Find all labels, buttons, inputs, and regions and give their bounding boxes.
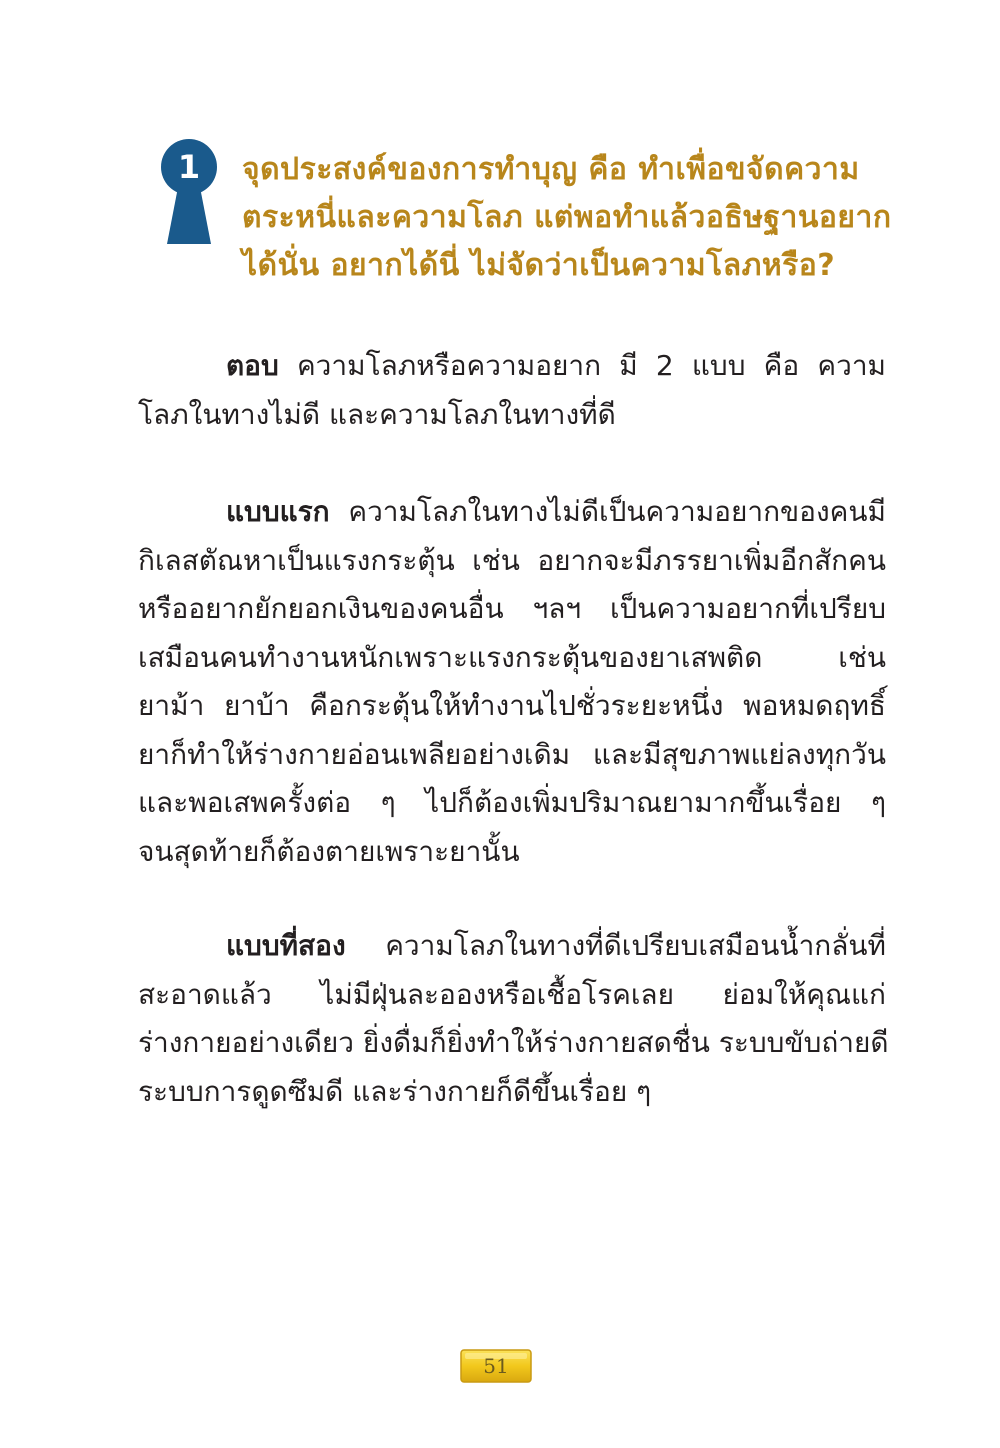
page-number: 51 xyxy=(483,1354,509,1378)
question-line: จุดประสงค์ของการทำบุญ คือ ทำเพื่อขจัดความ xyxy=(242,152,860,187)
first-type-line: จนสุดท้ายก็ต้องตายเพราะยานั้น xyxy=(138,834,520,868)
first-type-paragraph xyxy=(138,488,886,876)
keyhole-number-icon xyxy=(160,138,218,246)
first-type-line: หรืออยากยักยอกเงินของคนอื่น ฯลฯ เป็นความอยากที่เปรียบ xyxy=(138,592,886,625)
answer-line xyxy=(138,342,886,391)
answer-paragraph xyxy=(138,342,886,439)
second-type-line-1-text: ความโลภในทางที่ดีเปรียบเสมือนน้ำกลั่นที่ xyxy=(345,929,886,962)
question-line: ตระหนี่และความโลภ แต่พอทำแล้วอธิษฐานอยาก xyxy=(242,200,892,235)
first-type-line: ยาม้า ยาบ้า คือกระตุ้นให้ทำงานไปชั่วระยะหนึ่ง พอหมดฤทธิ์ xyxy=(138,689,886,722)
first-type-line: กิเลสตัณหาเป็นแรงกระตุ้น เช่น อยากจะมีภรรยาเพิ่มอีกสักคน xyxy=(138,543,886,577)
first-type-lead: แบบแรก xyxy=(226,495,330,528)
second-type-line xyxy=(138,922,886,971)
question-line: ได้นั่น อยากได้นี่ ไม่จัดว่าเป็นความโลภหรือ? xyxy=(242,248,836,283)
question-number: 1 xyxy=(177,148,201,186)
page-number-badge xyxy=(459,1348,533,1384)
question-heading xyxy=(242,146,892,290)
second-type-lead: แบบที่สอง xyxy=(226,929,346,962)
first-type-line-1-text: ความโลภในทางไม่ดีเป็นความอยากของคนมี xyxy=(329,495,886,528)
second-type-line: ระบบการดูดซึมดี และร่างกายก็ดีขึ้นเรื่อย ๆ xyxy=(138,1074,652,1108)
first-type-line: เสมือนคนทำงานหนักเพราะแรงกระตุ้นของยาเสพติด เช่น xyxy=(138,640,886,674)
second-type-paragraph xyxy=(138,922,889,1116)
first-type-line: ยาก็ทำให้ร่างกายอ่อนเพลียอย่างเดิม และมีสุขภาพแย่ลงทุกวัน xyxy=(138,737,886,771)
second-type-line: ร่างกายอย่างเดียว ยิ่งดื่มก็ยิ่งทำให้ร่างกายสดชื่น ระบบขับถ่ายดี xyxy=(138,1026,889,1059)
second-type-line: สะอาดแล้ว ไม่มีฝุ่นละอองหรือเชื้อโรคเลย ย่อมให้คุณแก่ xyxy=(138,977,886,1011)
first-type-line: และพอเสพครั้งต่อ ๆ ไปก็ต้องเพิ่มปริมาณยามากขึ้นเรื่อย ๆ xyxy=(138,786,886,819)
first-type-line xyxy=(138,488,886,537)
answer-line-1-text: ความโลภหรือความอยาก มี 2 แบบ คือ ความ xyxy=(278,349,886,382)
answer-line: โลภในทางไม่ดี และความโลภในทางที่ดี xyxy=(138,397,616,431)
answer-lead: ตอบ xyxy=(226,349,279,382)
